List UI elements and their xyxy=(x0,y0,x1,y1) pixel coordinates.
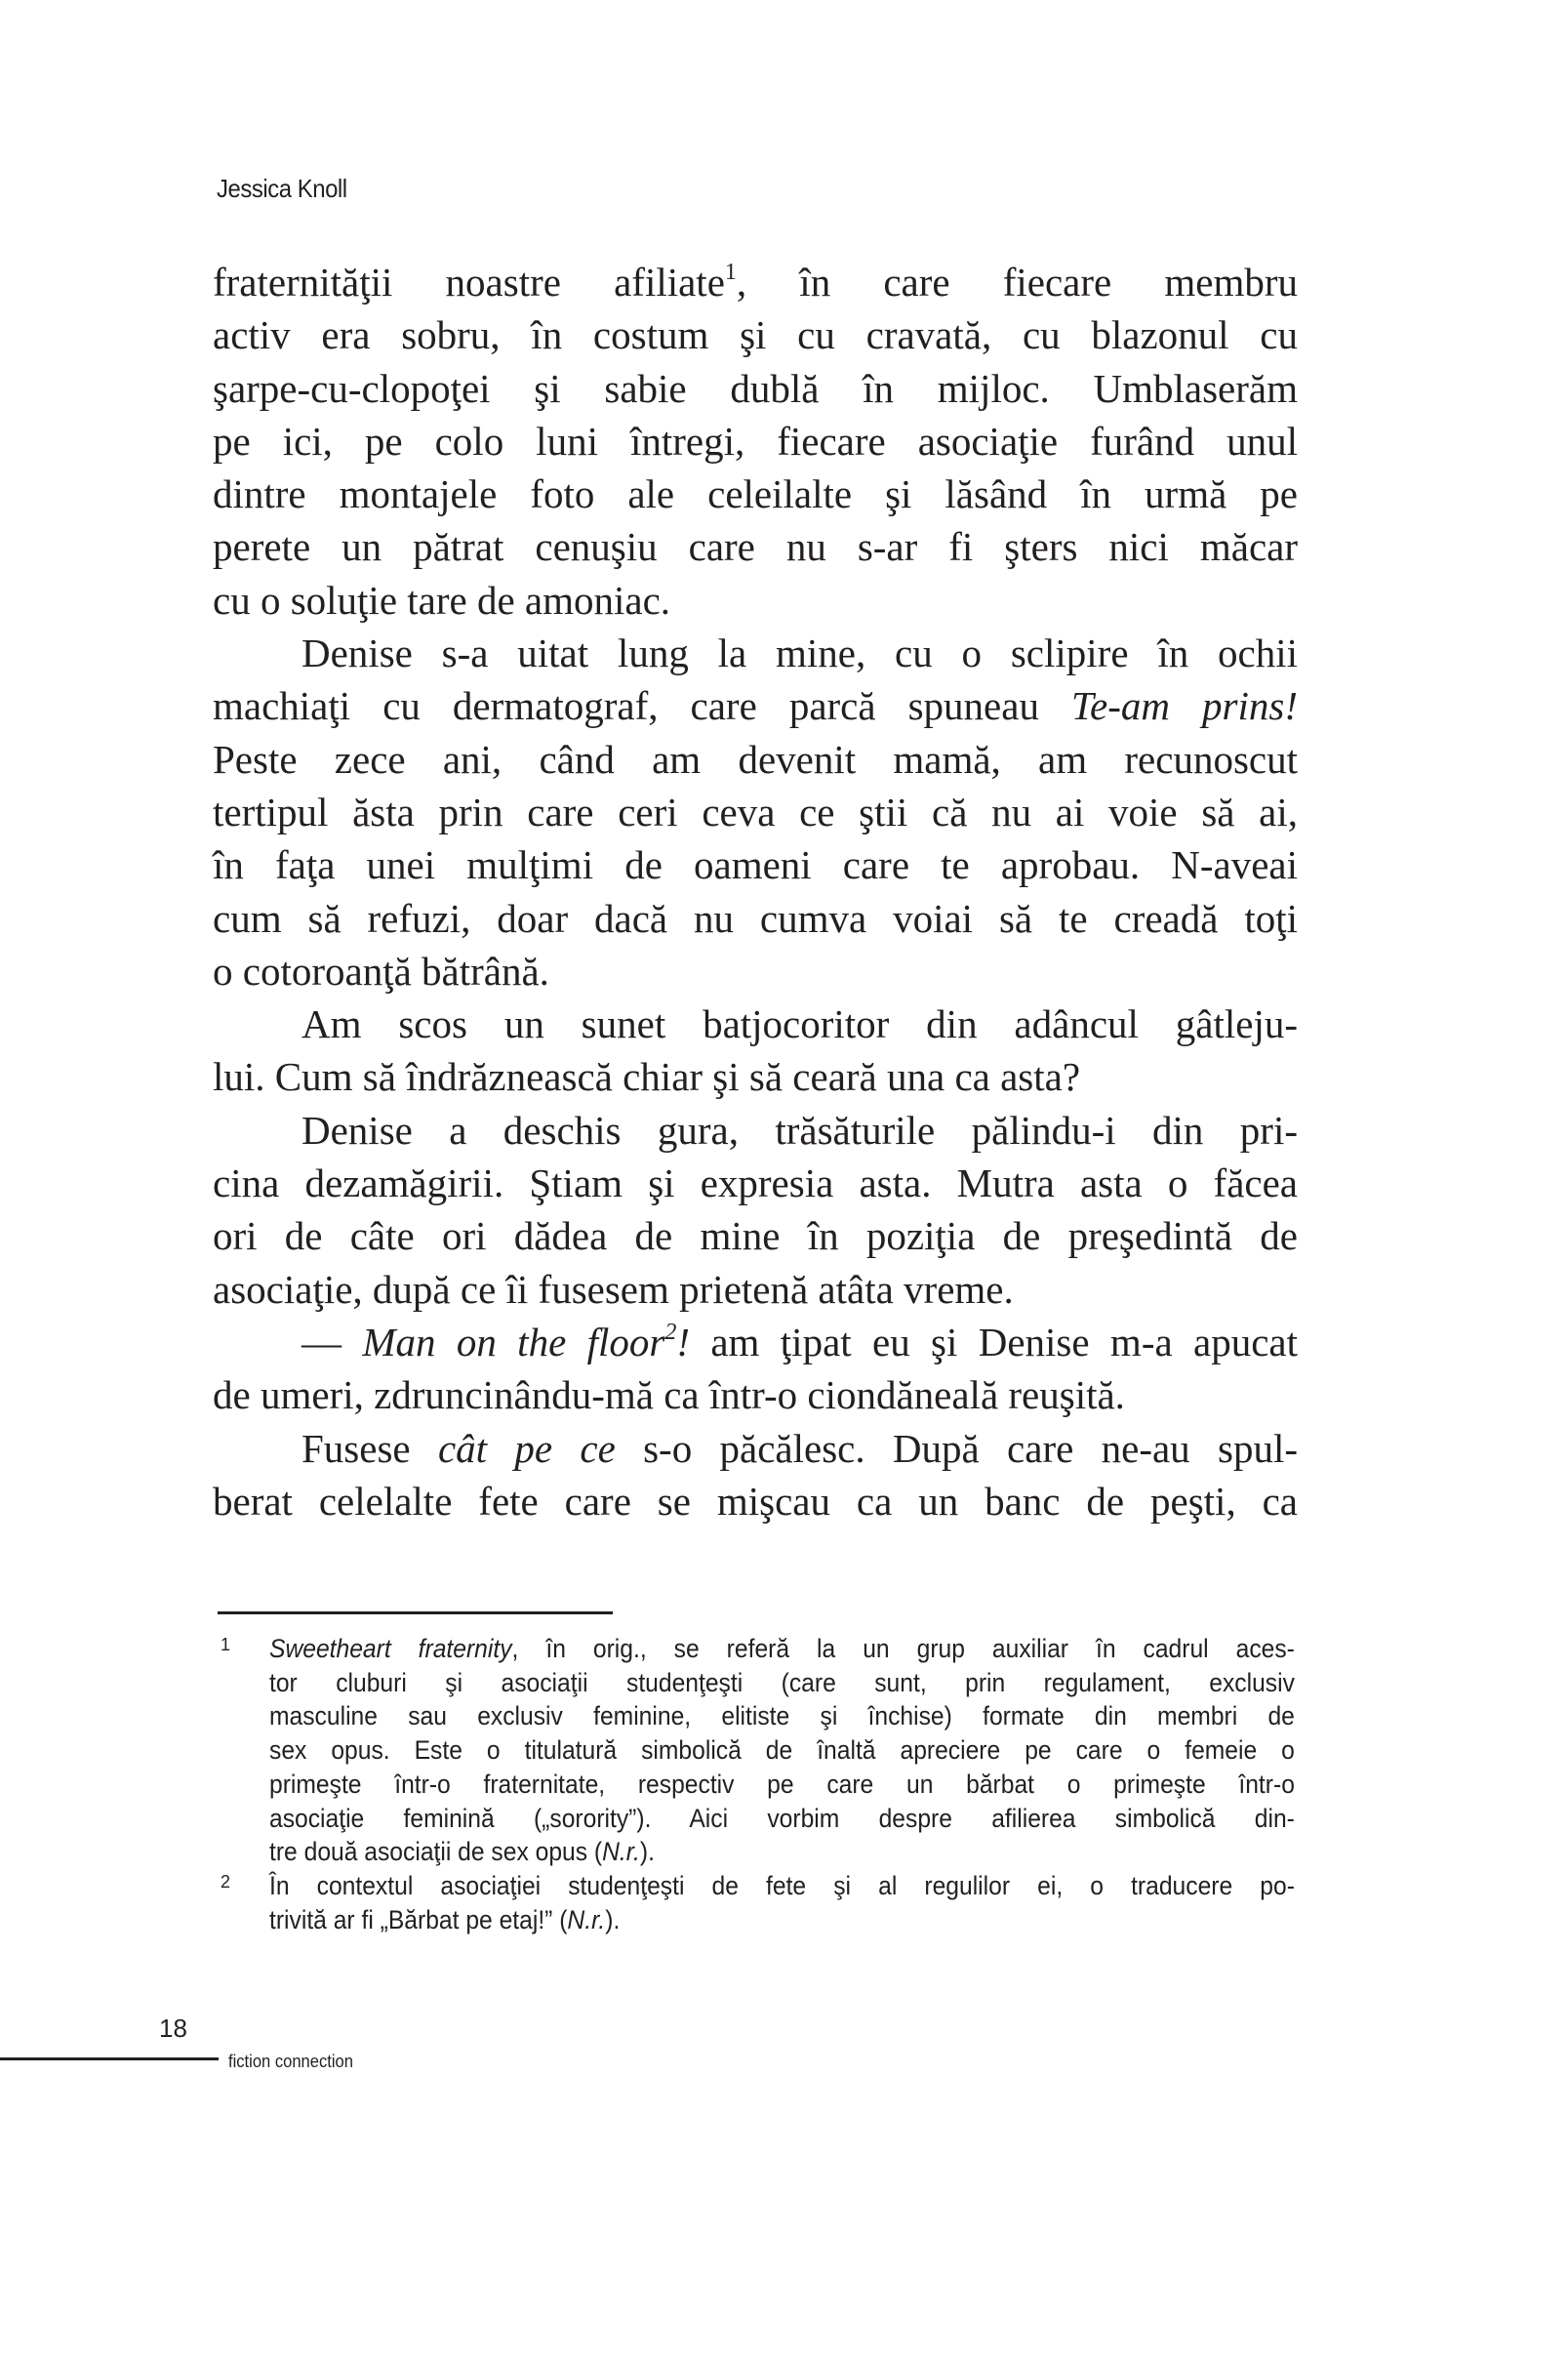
text-run: şarpe-cu-clopoţei şi sabie dublă în mijloc. Umblaserăm xyxy=(213,365,1298,411)
text-line xyxy=(213,308,1298,361)
footer-rule xyxy=(0,2057,219,2060)
text-run: primeşte într-o fraternitate, respectiv pe care un bărbat o primeşte într-o xyxy=(269,1769,1295,1799)
text-run: perete un pătrat cenuşiu care nu s-ar fi şters nici măcar xyxy=(213,524,1298,570)
text-run: tre două asociaţii de sex opus ( xyxy=(269,1837,603,1867)
text-line xyxy=(213,256,1298,308)
text-run: cum să refuzi, doar dacă nu cumva voiai să te creadă toţi xyxy=(213,895,1298,941)
text-run: o cotoroanţă bătrână. xyxy=(213,948,549,994)
text-run: ). xyxy=(639,1837,655,1867)
footnote-line xyxy=(269,1632,1295,1666)
text-run: Am scos un sunet batjocoritor din adâncul gâtleju- xyxy=(302,1001,1298,1047)
footnote-line xyxy=(269,1768,1295,1802)
paragraph-first-line xyxy=(213,1316,1298,1368)
text-run: masculine sau exclusiv feminine, elitiste şi închise) formate din membri de xyxy=(269,1701,1295,1731)
text-line xyxy=(213,679,1298,732)
text-run: tor cluburi şi asociaţii studenţeşti (care sunt, prin regulament, exclusiv xyxy=(269,1667,1295,1697)
text-run: dintre montajele foto ale celeilalte şi lăsând în urmă pe xyxy=(213,471,1298,517)
text-run: Denise s-a uitat lung la mine, cu o sclipire în ochii xyxy=(302,631,1298,676)
footnotes xyxy=(217,1632,1298,1936)
italic-text: cât pe ce xyxy=(437,1425,616,1471)
text-run: asociaţie feminină („sorority”). Aici vorbim despre afilierea simbolică din- xyxy=(269,1803,1295,1833)
text-line xyxy=(213,362,1298,415)
text-line xyxy=(213,1209,1298,1262)
text-run: am ţipat eu şi Denise m-a apucat xyxy=(690,1319,1298,1364)
text-run: s-o păcălesc. După care ne-au spul- xyxy=(615,1425,1298,1471)
italic-text: Man on the floor xyxy=(362,1319,665,1364)
text-run: ). xyxy=(605,1904,621,1934)
text-run: Peste zece ani, când am devenit mamă, am recunoscut xyxy=(213,736,1298,782)
italic-text: N.r. xyxy=(567,1904,606,1934)
text-run: pe ici, pe colo luni întregi, fiecare asociaţie furând unul xyxy=(213,418,1298,464)
text-line xyxy=(213,1157,1298,1209)
page-number: 18 xyxy=(159,2014,187,2043)
footnote-line xyxy=(269,1903,1295,1937)
text-run: Denise a deschis gura, trăsăturile pălindu-i din pri- xyxy=(302,1107,1298,1153)
text-run: machiaţi cu dermatograf, care parcă spuneau xyxy=(213,683,1071,729)
text-run: activ era sobru, în costum şi cu cravată, cu blazonul cu xyxy=(213,312,1298,358)
text-run: ori de câte ori dădea de mine în poziţia de preşedintă de xyxy=(213,1213,1298,1259)
italic-text: ! xyxy=(676,1319,691,1364)
text-line xyxy=(213,1263,1298,1316)
text-line xyxy=(213,574,1298,627)
footnote-separator xyxy=(218,1611,613,1614)
footnote-number: 2 xyxy=(221,1871,231,1892)
footnote-number: 1 xyxy=(221,1635,231,1654)
footnote-line xyxy=(269,1666,1295,1700)
text-run: asociaţie, după ce îi fusesem prietenă atâta vreme. xyxy=(213,1266,1014,1312)
text-run: lui. Cum să îndrăznească chiar şi să ceară una ca asta? xyxy=(213,1054,1081,1100)
text-line xyxy=(213,838,1298,891)
footer-imprint: fiction connection xyxy=(228,2052,353,2071)
footnote-line xyxy=(269,1733,1295,1768)
footnote-2 xyxy=(217,1869,1298,1936)
footnote-reference: 1 xyxy=(724,260,737,286)
italic-text: N.r. xyxy=(602,1837,640,1867)
text-run: tertipul ăsta prin care ceri ceva ce ştii că nu ai voie să ai, xyxy=(213,789,1298,834)
text-line xyxy=(213,468,1298,520)
text-line xyxy=(213,415,1298,468)
paragraph-first-line xyxy=(213,627,1298,679)
text-line xyxy=(213,1050,1298,1103)
text-run: , în orig., se referă la un grup auxiliar în cadrul aces- xyxy=(511,1634,1295,1663)
footnote-line xyxy=(269,1835,1295,1869)
text-run: cu o soluţie tare de amoniac. xyxy=(213,577,671,623)
text-run: Fusese xyxy=(302,1425,438,1471)
footnote-line xyxy=(269,1802,1295,1836)
paragraph-first-line xyxy=(213,997,1298,1050)
italic-text: Sweetheart fraternity xyxy=(269,1634,512,1663)
footnote-line xyxy=(269,1699,1295,1733)
body-text xyxy=(213,256,1298,1527)
text-line xyxy=(213,520,1298,573)
text-run: , în care fiecare membru xyxy=(736,260,1298,305)
text-line xyxy=(213,733,1298,786)
text-line xyxy=(213,945,1298,997)
text-line xyxy=(213,1475,1298,1527)
text-line xyxy=(213,786,1298,838)
paragraph-first-line xyxy=(213,1104,1298,1157)
text-run: cina dezamăgirii. Ştiam şi expresia asta. Mutra asta o făcea xyxy=(213,1160,1298,1206)
text-run: În contextul asociaţiei studenţeşti de fete şi al regulilor ei, o traducere po- xyxy=(269,1870,1295,1900)
text-run: berat celelalte fete care se mişcau ca un banc de peşti, ca xyxy=(213,1478,1298,1524)
text-run: în faţa unei mulţimi de oameni care te aprobau. N-aveai xyxy=(213,842,1298,888)
text-run: trivită ar fi „Bărbat pe etaj!” ( xyxy=(269,1904,568,1934)
text-line xyxy=(213,892,1298,945)
text-line xyxy=(213,1368,1298,1421)
paragraph-first-line xyxy=(213,1422,1298,1475)
text-run: sex opus. Este o titulatură simbolică de înaltă apreciere pe care o femeie o xyxy=(269,1735,1295,1766)
text-run: de umeri, zdruncinându-mă ca într-o ciondăneală reuşită. xyxy=(213,1372,1125,1418)
footnote-reference: 2 xyxy=(664,1320,677,1346)
footnote-1 xyxy=(217,1632,1298,1869)
text-run: fraternităţii noastre afiliate xyxy=(213,260,725,305)
footnote-line xyxy=(269,1869,1295,1903)
italic-text: Te-am prins! xyxy=(1071,683,1298,729)
running-head-author: Jessica Knoll xyxy=(217,174,347,203)
text-run: — xyxy=(302,1319,363,1364)
